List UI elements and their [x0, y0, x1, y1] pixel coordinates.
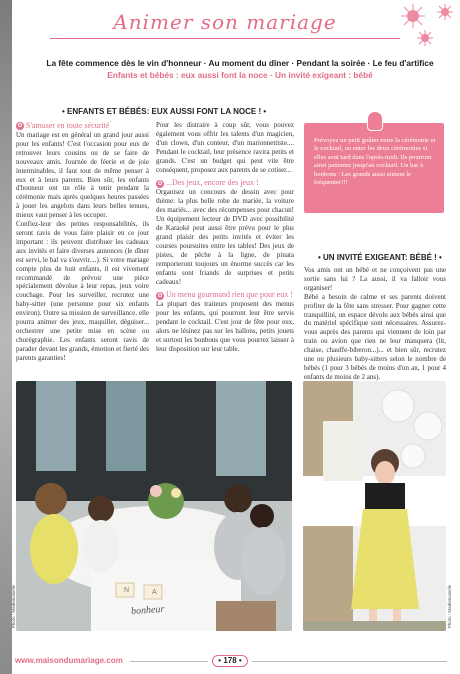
footer-rule-left [130, 661, 208, 662]
lightbulb-icon [367, 111, 383, 131]
header-subtitle-highlight: Enfants et bébés : eux aussi font la noce · Un invité exigeant : bébé [107, 70, 373, 80]
header [60, 10, 400, 54]
placecard-letter-1: N [124, 587, 130, 594]
photo-children-table [16, 381, 292, 631]
section-title-children: • ENFANTS ET BÉBÉS: EUX AUSSI FONT LA NOCE ! • [62, 107, 267, 116]
section-title-baby: • UN INVITÉ EXIGEANT: BÉBÉ ! • [318, 253, 442, 262]
paragraph-jeux: Organisez un concours de dessin avec pour thème: la plus belle robe de mariée, la voiture des mariés... avec des récompenses pour chacun! Un équipement lecteur de DVD avec possibilité de Karaoké peut aussi être prévu pour le plus grand plaisir des petits invités et éviter les courses poursuites entre les tables! Des jeux de pistes, de pêche à la ligne, de pinata remporteront toujours un énorme succès car les enfants sont friands de surprises et petits cadeaux! [156, 188, 294, 286]
photo-girl-illustration [303, 381, 446, 631]
bullet-icon: ✿ [157, 291, 163, 299]
subheading-menu: ✿ Un menu gourmand rien que pour eux ! [157, 290, 293, 300]
bullet-icon: ✿ [157, 179, 163, 187]
photo-girl-yellow-dress [303, 381, 446, 631]
footer-rule-right [252, 661, 447, 662]
paragraph-securite: Un mariage est en général un grand jour aussi pour les enfants! C'est l'occasion pour eux de retrouver leurs cousins ou de se faire de nouveaux amis. Journée de féerie et de joie interminables, il faut tout de même penser à eux et à leurs parents. Bien sûr, les enfants d'honneur ont un rôle à tenir pendant la cérémonie mais après quelques heures passées à jouer les angelots dans leurs belles tenues, mieux vaut penser à les occuper. [16, 131, 149, 220]
paragraph-bebe-intro: Vos amis ont un bébé et ne conçoivent pas une sortie sans lui ? La aussi, il va falloir vous organiser! [304, 266, 446, 292]
bullet-icon: ✿ [17, 122, 23, 130]
subheading-securite: ✿ S'amuser en toute sécurité [17, 121, 110, 130]
bonheur-sign: bonheur [130, 603, 165, 618]
placecard-letter-2: A [152, 589, 157, 596]
footer-url[interactable]: www.maisondumariage.com [15, 656, 123, 665]
tip-box [304, 123, 444, 213]
photo-credit-1: Photo : Mademoiselle [11, 584, 17, 629]
paragraph-bebe: Bébé a besoin de calme et ses parents doivent profiter de la fête sans stresser. Pour gagner cette tranquillité, un espace dévolu aux bébés ainsi que du matériel spécifique sont nécessaires. Assurez-vous auprès des parents qui viennent de loin par train ou avion que rien ne leur manquera (lit, chaise, chauffe-biberon...)... et bien sûr, recrutez une ou plusieurs baby-sitters selon le nombre de bébés (1 pour 3 bébés de moins d'un an, 1 pour 4 enfants de moins de 2 ans). [304, 292, 446, 381]
column-1 [16, 121, 149, 363]
tip-text: Prévoyez un petit goûter entre la cérémonie et le cocktail, ou entre les deux cérémonies si elles sont tard dans l'après-midi. Ils pourront ainsi patienter jusqu'au cocktail. Un bar à bonbons : Les grands aussi aiment le fréquenter!!! [314, 137, 436, 187]
title-rule [50, 38, 400, 39]
paragraph-menu: La plupart des traiteurs proposent des menus pour les enfants, qui pourront leur être servis pendant le cocktail. C'est jour de fête pour eux, alors ne lésinez pas sur les ballons, petits jouets et surtout les bonbons que vous pourrez laisser à leur disposition sur leur table. [156, 300, 294, 353]
column-2 [156, 121, 294, 354]
header-subtitle: La fête commence dès le vin d'honneur · Au moment du dîner · Pendant la soirée · Le feu d'artifice [46, 58, 434, 68]
subheading-jeux: ✿ ...Des jeux, encore des jeux ! [157, 178, 259, 188]
paragraph-distraire: Pour les distraire à coup sûr, vous pouvez également vous offrir les talents d'un magicien, d'un clown, d'un conteur, d'un marionnettiste.... Pendant le cocktail, leur présence ravira petits et grands. C'est un budget qui peut vite être conséquent, proposez aux parents de se cotiser... [156, 121, 294, 174]
page-title: Animer son mariage [113, 10, 337, 34]
photo-credit-2: Photo : Mademoiselle [447, 584, 453, 629]
paragraph-responsabilites: Confiez-leur des petites responsabilités, ils seront ravis de vous faire plaisir en ce jour important : ils peuvent distribuer les cadeaux aux invités et faire diverses annonces (le dîner est servi, le bal va s'ouvrir....). Si votre mariage compte plus de huit enfants, il est vivement recommandé de prévoir une pièce spécialement dévolue à leur repas, jeux voire couchage. Pour les surveiller, recrutez une baby-sitter (une personne pour six enfants environ). Outre sa mission de surveillance, elle pourra animer des jeux, maquiller, déguiser... orchestrer une petite mise en scène ou chorégraphie. Les enfants seront ravis de parader devant les grands, émotion et fierté des parents garanties! [16, 220, 149, 362]
column-3 [304, 266, 446, 382]
page-number: • 178 • [212, 655, 248, 667]
page-edge-shadow [0, 0, 12, 674]
firework-stars-decoration [395, 2, 455, 52]
